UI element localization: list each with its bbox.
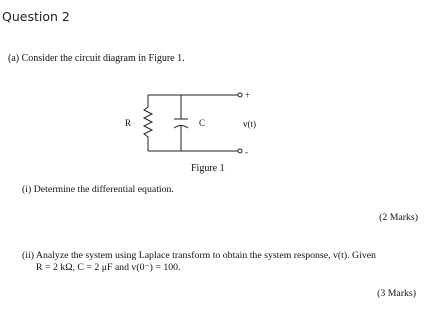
marks-ii: (3 Marks) xyxy=(377,288,416,299)
resistor-label: R xyxy=(125,118,132,128)
output-label: v(t) xyxy=(243,119,256,129)
terminal-plus xyxy=(238,93,242,97)
figure-caption: Figure 1 xyxy=(191,163,225,174)
part-a-prompt: (a) Consider the circuit diagram in Figure 1. xyxy=(8,53,185,64)
subquestion-ii-values: R = 2 kΩ, C = 2 μF and v(0⁻) = 100. xyxy=(36,262,181,273)
capacitor-label: C xyxy=(199,118,206,128)
minus-label: - xyxy=(245,147,248,157)
resistor-symbol xyxy=(144,95,152,151)
subquestion-ii xyxy=(22,250,420,274)
plus-label: + xyxy=(245,90,251,100)
question-title: Question 2 xyxy=(2,9,70,24)
subquestion-i: (i) Determine the differential equation. xyxy=(22,184,174,195)
terminal-minus xyxy=(238,149,242,153)
subquestion-ii-text: (ii) Analyze the system using Laplace transform to obtain the system response, v(t). Given xyxy=(22,250,376,261)
marks-i: (2 Marks) xyxy=(379,212,418,223)
